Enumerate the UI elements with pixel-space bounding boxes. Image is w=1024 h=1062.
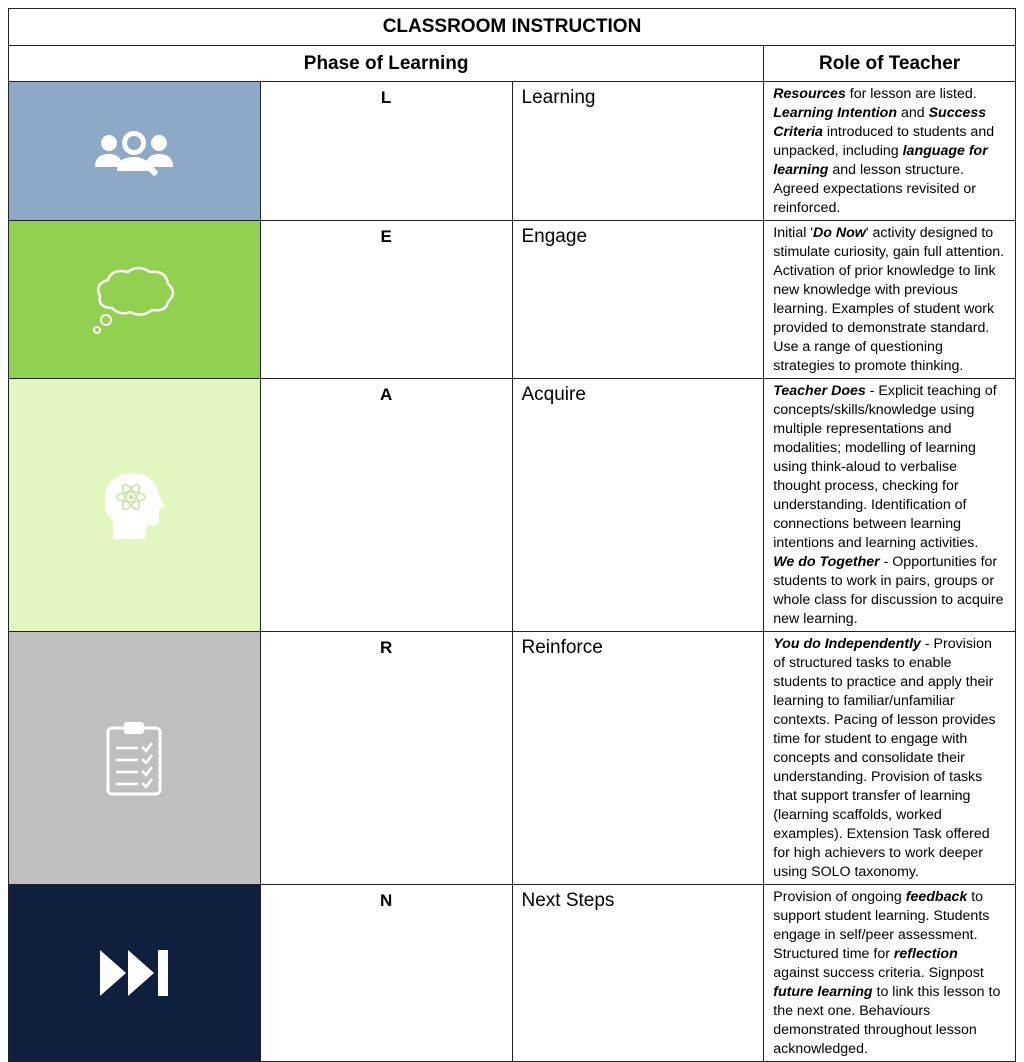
icon-cell-next-steps xyxy=(9,885,261,1062)
teacher-role: Provision of ongoing feedback to support student learning. Students engage in self/peer assessment. Structured time for reflection against success criteria. Signpost future learning to link this lesson to the next one. Behaviours demonstrated throughout lesson acknowledged. xyxy=(764,885,1016,1062)
icon-cell-acquire xyxy=(9,379,261,632)
teacher-role: Resources for lesson are listed. Learning Intention and Success Criteria introduced to students and unpacked, including language for learning and lesson structure. Agreed expectations revisited or reinforced. xyxy=(764,82,1016,221)
skip-forward-icon xyxy=(94,946,174,1000)
icon-cell-learning xyxy=(9,82,261,221)
thought-cloud-icon xyxy=(84,260,184,340)
table-title: CLASSROOM INSTRUCTION xyxy=(9,9,1016,46)
table-row xyxy=(9,885,1016,1062)
phase-name: Learning xyxy=(512,82,764,221)
teacher-role: Initial 'Do Now' activity designed to stimulate curiosity, gain full attention. Activation of prior knowledge to link new knowledge with previous learning. Examples of student work provided to demonstrate standard. Use a range of questioning strategies to promote thinking. xyxy=(764,221,1016,379)
header-role: Role of Teacher xyxy=(764,46,1016,82)
teacher-role: Teacher Does - Explicit teaching of concepts/skills/knowledge using multiple representations and modalities; modelling of learning using think-aloud to verbalise thought process, checking for understanding. Identification of connections between learning intentions and learning activities. We do Together - Opportunities for students to work in pairs, groups or whole class for discussion to acquire new learning. xyxy=(764,379,1016,632)
clipboard-checklist-icon xyxy=(102,718,166,798)
phase-letter: E xyxy=(260,221,512,379)
phase-name: Next Steps xyxy=(512,885,764,1062)
table-row xyxy=(9,221,1016,379)
table-row xyxy=(9,379,1016,632)
phase-name: Reinforce xyxy=(512,632,764,885)
table-row xyxy=(9,82,1016,221)
header-phase: Phase of Learning xyxy=(9,46,764,82)
people-search-icon xyxy=(89,121,179,181)
table-row xyxy=(9,632,1016,885)
head-atom-icon xyxy=(99,465,169,545)
phase-letter: A xyxy=(260,379,512,632)
classroom-instruction-table xyxy=(8,8,1016,1062)
phase-letter: N xyxy=(260,885,512,1062)
icon-cell-reinforce xyxy=(9,632,261,885)
phase-name: Acquire xyxy=(512,379,764,632)
icon-cell-engage xyxy=(9,221,261,379)
phase-letter: R xyxy=(260,632,512,885)
teacher-role: You do Independently - Provision of structured tasks to enable students to practice and apply their learning to familiar/unfamiliar contexts. Pacing of lesson provides time for student to engage with concepts and consolidate their understanding. Provision of tasks that support transfer of learning (learning scaffolds, worked examples). Extension Task offered for high achievers to work deeper using SOLO taxonomy. xyxy=(764,632,1016,885)
phase-name: Engage xyxy=(512,221,764,379)
phase-letter: L xyxy=(260,82,512,221)
